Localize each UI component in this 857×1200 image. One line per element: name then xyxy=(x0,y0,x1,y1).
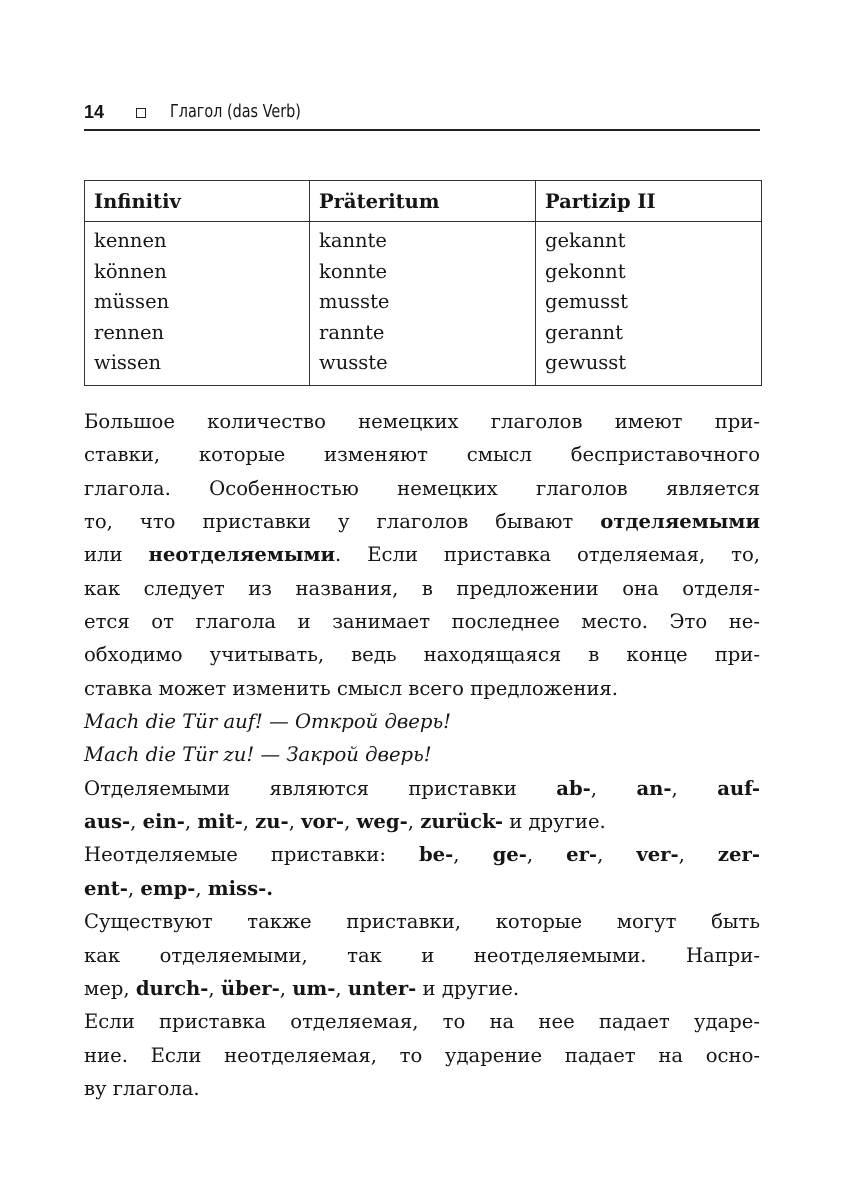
text-line: Если приставка отделяемая, то на нее падает ударе- xyxy=(84,1010,760,1034)
table-cell: können xyxy=(94,259,167,283)
text-fragment: и другие. xyxy=(416,976,520,1000)
text-line: Большое количество немецких глаголов имеют при- xyxy=(84,410,760,433)
chapter-title: Глагол (das Verb) xyxy=(170,101,301,122)
emphasis-term: неотделяемыми xyxy=(148,543,336,567)
praeteritum-column xyxy=(310,222,536,386)
prefix: durch- xyxy=(135,976,209,1000)
text-line: как следует из названия, в предложении она отделя- xyxy=(84,576,760,600)
table-cell: rannte xyxy=(319,320,385,344)
table-cell: kennen xyxy=(94,229,167,252)
text-line: ставка может изменить смысл всего предложения. xyxy=(84,676,619,700)
text-fragment: и другие. xyxy=(502,810,606,834)
partizip-column xyxy=(536,222,762,386)
table-cell: kannte xyxy=(319,229,387,252)
table-cell: wusste xyxy=(319,351,388,375)
table-cell: gerannt xyxy=(545,320,623,344)
prefix: vor- xyxy=(301,810,345,834)
prefix: zer- xyxy=(717,843,760,867)
text-fragment: Отделяемыми являются приставки xyxy=(84,776,557,800)
text-line: Отделяемыми являются приставки ab-, an-, auf- xyxy=(84,776,760,800)
text-fragment: . xyxy=(266,876,274,900)
prefix: über- xyxy=(220,976,280,1000)
text-line xyxy=(84,505,760,538)
text-line xyxy=(84,538,760,571)
example-sentence: Mach die Tür auf! — Открой дверь! xyxy=(84,710,451,734)
prefix: ge- xyxy=(492,843,527,867)
table-cell: konnte xyxy=(319,259,388,283)
table-cell: gemusst xyxy=(545,290,628,314)
text-line: ние. Если неотделяемая, то ударение падает на осно- xyxy=(84,1043,760,1067)
prefix: ab- xyxy=(556,776,591,800)
prefix: auf- xyxy=(717,776,760,800)
prefix: zurück- xyxy=(420,810,503,834)
text-line: обходимо учитывать, ведь находящаяся в конце при- xyxy=(84,643,760,667)
prefix: weg- xyxy=(356,810,408,834)
prefix: er- xyxy=(566,843,598,867)
prefix: miss- xyxy=(207,876,267,900)
prefix: aus- xyxy=(84,810,131,834)
body-text xyxy=(84,405,760,1105)
text-line: Неотделяемые приставки: be-, ge-, er-, ver-, zer- xyxy=(84,843,760,867)
table-cell: wissen xyxy=(94,351,162,375)
page-header xyxy=(84,100,760,131)
table-cell: rennen xyxy=(94,320,165,344)
prefix: ent- xyxy=(84,876,128,900)
prefix: ein- xyxy=(142,810,185,834)
table-cell: gekannt xyxy=(545,229,626,252)
column-header: Infinitiv xyxy=(85,181,310,222)
checkbox-square-icon xyxy=(136,108,146,118)
text-line: глагола. Особенностью немецких глаголов является xyxy=(84,476,760,500)
text-line: мер, durch-, über-, um-, unter- и другие. xyxy=(84,976,520,1000)
prefix: zu- xyxy=(255,810,289,834)
table-cell: musste xyxy=(319,290,390,314)
column-header: Präteritum xyxy=(310,181,536,222)
emphasis-term: отделяемыми xyxy=(600,510,760,534)
text-fragment: мер, xyxy=(84,976,136,1000)
prefix: an- xyxy=(636,776,672,800)
prefix: mit- xyxy=(197,810,243,834)
infinitiv-column xyxy=(85,222,310,386)
prefix: ver- xyxy=(636,843,679,867)
column-header: Partizip II xyxy=(536,181,762,222)
text-line: ent-, emp-, miss-. xyxy=(84,876,274,900)
page-number: 14 xyxy=(84,102,105,122)
text-fragment: . Если приставка отделяемая, то, xyxy=(335,543,760,567)
text-line: ву глагола. xyxy=(84,1076,200,1100)
prefix: um- xyxy=(292,976,336,1000)
text-fragment: Неотделяемые приставки: xyxy=(84,843,419,867)
table-cell: gewusst xyxy=(545,351,627,375)
verb-forms-table xyxy=(84,180,762,386)
table-cell: müssen xyxy=(94,290,170,314)
text-line: ставки, которые изменяют смысл бесприставочного xyxy=(84,443,760,467)
text-fragment: то, что приставки у глаголов бывают xyxy=(84,510,601,534)
text-fragment: или xyxy=(84,543,149,567)
table-header-row xyxy=(85,181,762,222)
table-cell: gekonnt xyxy=(545,259,626,283)
prefix: be- xyxy=(418,843,454,867)
text-line: aus-, ein-, mit-, zu-, vor-, weg-, zurück- и другие. xyxy=(84,810,606,834)
text-line: ется от глагола и занимает последнее место. Это не- xyxy=(84,610,760,634)
prefix: emp- xyxy=(140,876,196,900)
text-line: Существуют также приставки, которые могут быть xyxy=(84,910,760,934)
text-line: как отделяемыми, так и неотделяемыми. Напри- xyxy=(84,943,760,967)
prefix: unter- xyxy=(347,976,417,1000)
example-sentence: Mach die Tür zu! — Закрой дверь! xyxy=(84,743,432,767)
table-row xyxy=(85,222,762,386)
